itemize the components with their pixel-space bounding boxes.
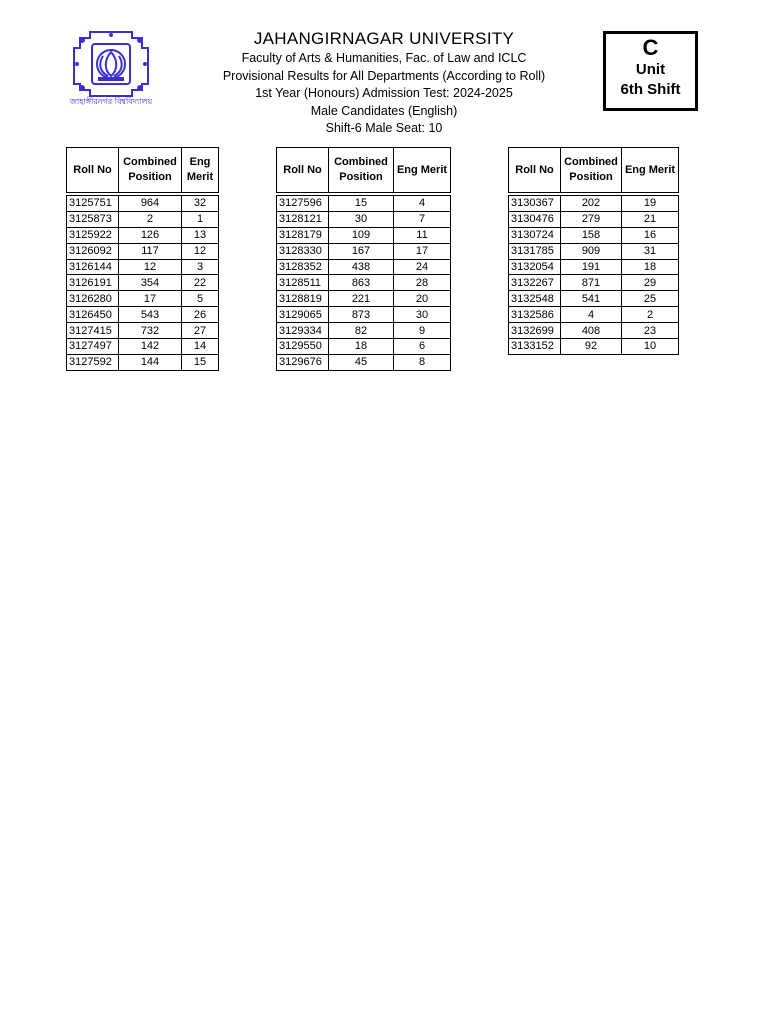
table-row <box>67 339 219 355</box>
eng-merit-cell: 30 <box>394 307 451 323</box>
roll-no-cell: 3129676 <box>277 354 329 370</box>
university-logo <box>68 26 154 106</box>
roll-no-cell: 3126450 <box>67 307 119 323</box>
table-row <box>277 354 451 370</box>
table-row <box>277 307 451 323</box>
table-row <box>277 259 451 275</box>
seat-line: Shift-6 Male Seat: 10 <box>325 121 443 135</box>
eng-merit-cell: 14 <box>182 339 219 355</box>
combined-position-cell: 142 <box>119 339 182 355</box>
table-row <box>67 211 219 227</box>
combined-position-cell: 109 <box>329 227 394 243</box>
roll-no-cell: 3132548 <box>509 291 561 307</box>
table-row <box>277 211 451 227</box>
table-row <box>509 339 679 355</box>
header-roll-no: Roll No <box>509 148 561 193</box>
table-row <box>509 259 679 275</box>
combined-position-cell: 279 <box>561 211 622 227</box>
eng-merit-cell: 22 <box>182 275 219 291</box>
shift-label: 6th Shift <box>620 81 681 98</box>
combined-position-cell: 354 <box>119 275 182 291</box>
eng-merit-cell: 28 <box>394 275 451 291</box>
roll-no-cell: 3132267 <box>509 275 561 291</box>
table-row <box>67 291 219 307</box>
table-row <box>509 307 679 323</box>
combined-position-cell: 2 <box>119 211 182 227</box>
roll-no-cell: 3125873 <box>67 211 119 227</box>
roll-no-cell: 3133152 <box>509 339 561 355</box>
table-row <box>509 243 679 259</box>
unit-label: Unit <box>635 61 666 78</box>
combined-position-cell: 863 <box>329 275 394 291</box>
combined-position-cell: 126 <box>119 227 182 243</box>
eng-merit-cell: 32 <box>182 196 219 212</box>
combined-position-cell: 732 <box>119 323 182 339</box>
roll-no-cell: 3130724 <box>509 227 561 243</box>
eng-merit-cell: 29 <box>622 275 679 291</box>
table-row <box>509 323 679 339</box>
table-row <box>67 259 219 275</box>
table-row <box>509 196 679 212</box>
roll-no-cell: 3128179 <box>277 227 329 243</box>
header-combined-position: Combined Position <box>329 148 394 193</box>
table-row <box>67 354 219 370</box>
eng-merit-cell: 7 <box>394 211 451 227</box>
eng-merit-cell: 13 <box>182 227 219 243</box>
roll-no-cell: 3127592 <box>67 354 119 370</box>
candidates-line: Male Candidates (English) <box>310 103 458 118</box>
eng-merit-cell: 20 <box>394 291 451 307</box>
eng-merit-cell: 9 <box>394 323 451 339</box>
table-row <box>509 227 679 243</box>
eng-merit-cell: 24 <box>394 259 451 275</box>
header-roll-no: Roll No <box>277 148 329 193</box>
combined-position-cell: 191 <box>561 259 622 275</box>
table-row <box>67 323 219 339</box>
table-row <box>277 291 451 307</box>
table-row <box>277 196 451 212</box>
table-row <box>67 196 219 212</box>
roll-no-cell: 3127497 <box>67 339 119 355</box>
table-row <box>509 275 679 291</box>
roll-no-cell: 3131785 <box>509 243 561 259</box>
table-row <box>67 243 219 259</box>
eng-merit-cell: 6 <box>394 339 451 355</box>
table-row <box>277 339 451 355</box>
combined-position-cell: 12 <box>119 259 182 275</box>
eng-merit-cell: 2 <box>622 307 679 323</box>
roll-no-cell: 3126191 <box>67 275 119 291</box>
eng-merit-cell: 31 <box>622 243 679 259</box>
roll-no-cell: 3132054 <box>509 259 561 275</box>
roll-no-cell: 3132699 <box>509 323 561 339</box>
results-table-1 <box>66 147 219 371</box>
eng-merit-cell: 12 <box>182 243 219 259</box>
combined-position-cell: 92 <box>561 339 622 355</box>
eng-merit-cell: 10 <box>622 339 679 355</box>
table-row <box>277 227 451 243</box>
eng-merit-cell: 15 <box>182 354 219 370</box>
roll-no-cell: 3129334 <box>277 323 329 339</box>
combined-position-cell: 30 <box>329 211 394 227</box>
roll-no-cell: 3126144 <box>67 259 119 275</box>
combined-position-cell: 18 <box>329 339 394 355</box>
roll-no-cell: 3128330 <box>277 243 329 259</box>
roll-no-cell: 3127596 <box>277 196 329 212</box>
university-name: JAHANGIRNAGAR UNIVERSITY <box>253 29 515 48</box>
eng-merit-cell: 16 <box>622 227 679 243</box>
table-row <box>509 211 679 227</box>
roll-no-cell: 3129550 <box>277 339 329 355</box>
combined-position-cell: 438 <box>329 259 394 275</box>
combined-position-cell: 144 <box>119 354 182 370</box>
table-row <box>67 227 219 243</box>
combined-position-cell: 871 <box>561 275 622 291</box>
table-row <box>67 307 219 323</box>
combined-position-cell: 543 <box>119 307 182 323</box>
header-eng-merit: Eng Merit <box>394 148 451 193</box>
roll-no-cell: 3128121 <box>277 211 329 227</box>
combined-position-cell: 873 <box>329 307 394 323</box>
faculty-line: Faculty of Arts & Humanities, Fac. of Law and ICLC <box>241 51 527 65</box>
table-row <box>277 243 451 259</box>
combined-position-cell: 45 <box>329 354 394 370</box>
table-row <box>277 275 451 291</box>
roll-no-cell: 3128819 <box>277 291 329 307</box>
header-combined-position: Combined Position <box>119 148 182 193</box>
eng-merit-cell: 1 <box>182 211 219 227</box>
combined-position-cell: 158 <box>561 227 622 243</box>
combined-position-cell: 17 <box>119 291 182 307</box>
roll-no-cell: 3130367 <box>509 196 561 212</box>
unit-badge <box>603 31 698 111</box>
table-row <box>509 291 679 307</box>
eng-merit-cell: 5 <box>182 291 219 307</box>
combined-position-cell: 15 <box>329 196 394 212</box>
combined-position-cell: 167 <box>329 243 394 259</box>
eng-merit-cell: 4 <box>394 196 451 212</box>
unit-letter: C <box>642 35 659 60</box>
header-combined-position: Combined Position <box>561 148 622 193</box>
combined-position-cell: 82 <box>329 323 394 339</box>
results-table-2 <box>276 147 451 371</box>
roll-no-cell: 3126280 <box>67 291 119 307</box>
eng-merit-cell: 26 <box>182 307 219 323</box>
combined-position-cell: 909 <box>561 243 622 259</box>
eng-merit-cell: 18 <box>622 259 679 275</box>
combined-position-cell: 964 <box>119 196 182 212</box>
eng-merit-cell: 8 <box>394 354 451 370</box>
combined-position-cell: 408 <box>561 323 622 339</box>
svg-text:জাহাঙ্গীরনগর বিশ্ববিদ্যালয়: জাহাঙ্গীরনগর বিশ্ববিদ্যালয় <box>69 97 153 106</box>
eng-merit-cell: 11 <box>394 227 451 243</box>
roll-no-cell: 3130476 <box>509 211 561 227</box>
roll-no-cell: 3125922 <box>67 227 119 243</box>
table-row <box>67 275 219 291</box>
results-line: Provisional Results for All Departments (According to Roll) <box>222 68 546 83</box>
combined-position-cell: 541 <box>561 291 622 307</box>
roll-no-cell: 3128352 <box>277 259 329 275</box>
roll-no-cell: 3125751 <box>67 196 119 212</box>
eng-merit-cell: 19 <box>622 196 679 212</box>
eng-merit-cell: 25 <box>622 291 679 307</box>
results-table-3 <box>508 147 679 355</box>
combined-position-cell: 4 <box>561 307 622 323</box>
eng-merit-cell: 3 <box>182 259 219 275</box>
roll-no-cell: 3132586 <box>509 307 561 323</box>
roll-no-cell: 3129065 <box>277 307 329 323</box>
document-header <box>200 28 568 138</box>
roll-no-cell: 3128511 <box>277 275 329 291</box>
test-line: 1st Year (Honours) Admission Test: 2024-2025 <box>255 86 513 100</box>
combined-position-cell: 221 <box>329 291 394 307</box>
combined-position-cell: 202 <box>561 196 622 212</box>
header-roll-no: Roll No <box>67 148 119 193</box>
header-eng-merit: Eng Merit <box>622 148 679 193</box>
roll-no-cell: 3127415 <box>67 323 119 339</box>
table-row <box>277 323 451 339</box>
eng-merit-cell: 23 <box>622 323 679 339</box>
header-eng-merit: Eng Merit <box>182 148 219 193</box>
roll-no-cell: 3126092 <box>67 243 119 259</box>
combined-position-cell: 117 <box>119 243 182 259</box>
eng-merit-cell: 17 <box>394 243 451 259</box>
eng-merit-cell: 21 <box>622 211 679 227</box>
eng-merit-cell: 27 <box>182 323 219 339</box>
